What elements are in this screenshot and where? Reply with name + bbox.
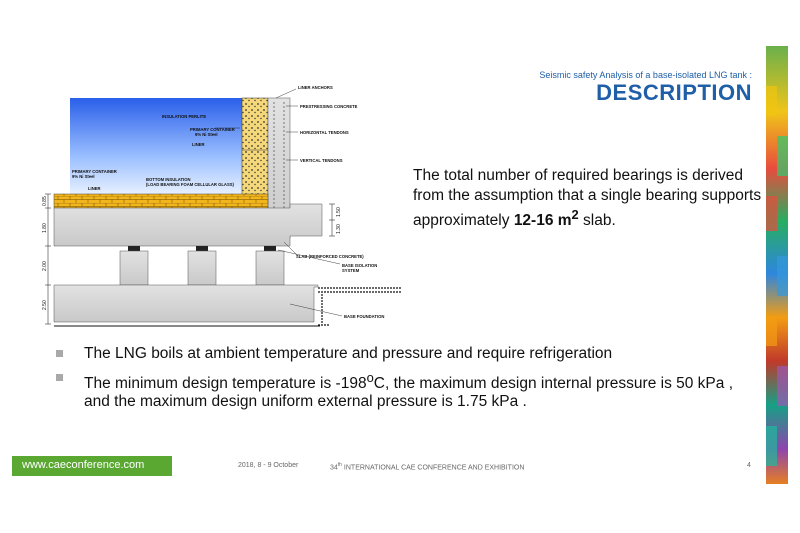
decorative-color-stripe [766,46,788,484]
paragraph-bold-value: 12-16 $m^2$ [513,207,579,230]
label-primary-container-left: PRIMARY CONTAINER [72,169,117,174]
dimension-label: 1.50 [336,207,342,217]
bearing [264,246,276,251]
label-primary-container-left-material: 9% Ni Steel [72,174,95,179]
label-prestressing-concrete: PRESTRESSING CONCRETE [300,104,358,109]
bullet-marker [56,350,63,357]
bullet-text: The LNG boils at ambient temperature and pressure and require refrigeration [84,345,613,362]
page-number: 4 [747,462,751,469]
bullet-marker [56,374,63,381]
lng-tank-cross-section-diagram [40,84,410,334]
slide-title: DESCRIPTION [596,80,752,105]
paragraph-text: The total number of required bearings is derived from the assumption that a single bearing supports approximately [413,167,762,230]
pedestal [120,251,148,285]
dimension-label: 1.30 [336,224,342,234]
bullet-item [56,369,756,411]
ground-hatch [318,288,402,325]
label-base-foundation: BASE FOUNDATION [344,314,385,319]
paragraph-tail: slab. [583,212,616,230]
dimension-label: 0.85 [42,196,48,206]
label-primary-container: PRIMARY CONTAINER [190,127,235,132]
label-bottom-insulation: BOTTOM INSULATION [146,177,191,182]
bullet-item [56,345,756,363]
bottom-insulation [54,194,268,208]
label-insulation-perlite: INSULATION PERLITE [162,114,207,119]
bearing [128,246,140,251]
slide-subtitle: Seismic safety Analysis of a base-isolated LNG tank : [539,70,752,80]
footer-date: 2018, 8 - 9 October [238,462,299,469]
bearings-paragraph [413,166,763,231]
label-bottom-insulation-detail: (LOAD BEARING FOAM CELLULAR GLASS) [146,182,234,187]
pedestal [188,251,216,285]
base-foundation [54,285,318,322]
label-horizontal-tendons: HORIZONTAL TENDONS [300,130,349,135]
reinforced-concrete-slab [54,204,322,246]
perlite-insulation [242,98,268,206]
bullet-list [56,345,756,417]
footer-url[interactable]: www.caeconference.com [22,459,145,471]
footer-conference: 34th INTERNATIONAL CAE CONFERENCE AND EXHIBITION [330,462,525,472]
label-liner-left: LINER [88,186,101,191]
label-vertical-tendons: VERTICAL TENDONS [300,158,343,163]
label-primary-container-material: 9% Ni Steel [195,132,218,137]
bullet-text: The minimum design temperature is -198$^o$C, the maximum design internal pressure is 50 kPa , and the maximum design uniform external pressure is 1.75 kPa . [84,370,734,411]
pedestal [256,251,284,285]
dimension-label: 2.50 [42,300,48,310]
label-base-isolation: BASE ISOLATION [342,263,378,268]
bearing [196,246,208,251]
dimension-label: 1.80 [42,223,48,233]
label-liner-anchors: LINER ANCHORS [298,85,333,90]
dimension-label: 2.00 [42,261,48,271]
label-slab: SLAB (REINFORCED CONCRETE) [296,254,364,259]
label-liner: LINER [192,142,205,147]
label-base-isolation-system: SYSTEM [342,268,360,273]
